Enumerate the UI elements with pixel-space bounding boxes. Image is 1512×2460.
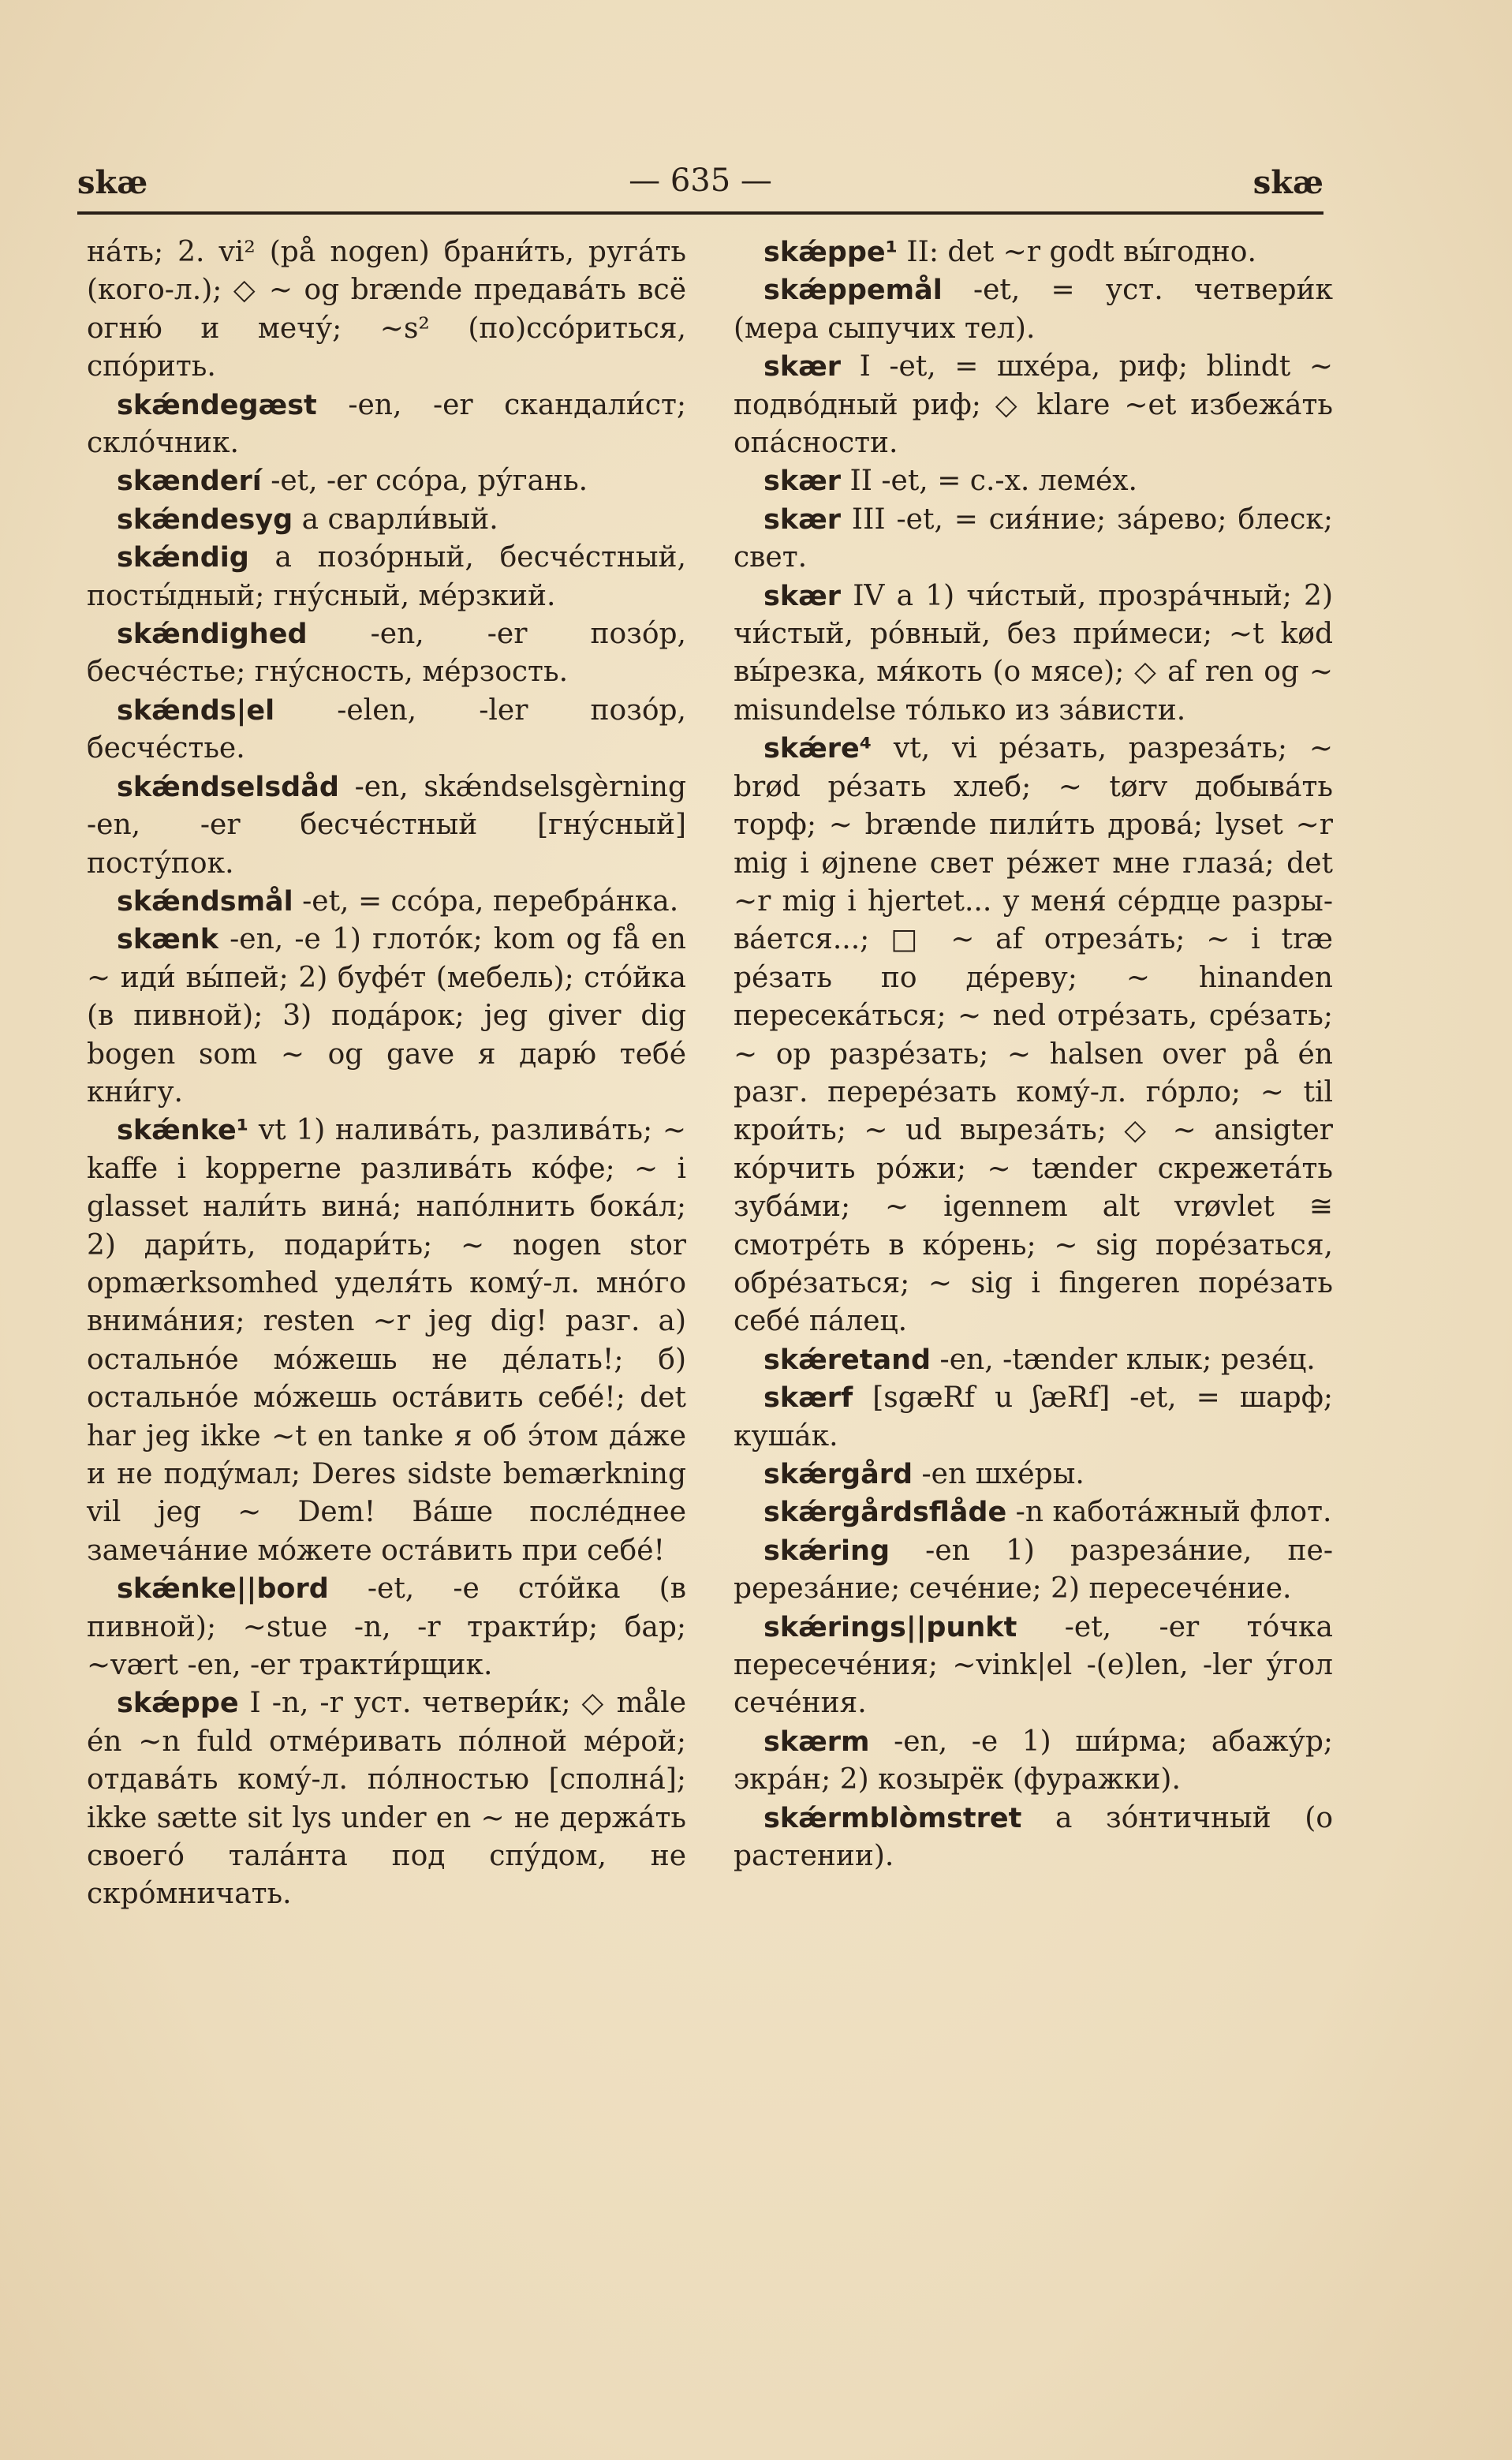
entry-headword: skǽring [763, 1535, 890, 1567]
entry-definition: -en, -tænder клык; резе́ц. [931, 1343, 1316, 1376]
entry-headword: skǽrgårdsflåde [763, 1497, 1007, 1529]
entry-definition: -elen, -ler позо́р, бесче́стье. [87, 694, 686, 765]
entry-definition: vt 1) налива́ть, разлива́ть; ~ kaffe i kopperne разлива́ть ко́фе; ~ i glasset нали́ть вина́; напо́лнить бока́л; 2) дари́ть, подари́ть; ~ nogen stor opmærksomhed уделя́ть кому́-л. мно́го внима́ния; resten ~r jeg dig! разг. а) остально́е мо́жешь не де́лать!; б) остально́е мо́жешь оста́вить себе́!; det har jeg ikke ~t en tanke я об э́том да́же и не поду́мал; Deres sidste bemærkning vil jeg ~ Dem! Ва́ше после́днее замеча́ние мо́жете оста́вить при себе́! [87, 1114, 686, 1567]
dictionary-entry [734, 730, 1333, 1341]
entry-definition: -et, -er то́чка пересече́ния; ~vink|el -(e)len, -ler у́гол сече́ния. [734, 1610, 1333, 1720]
entry-definition: -et, = уст. четвери́к (мера сыпучих тел). [734, 274, 1333, 345]
entry-headword: skær [763, 503, 842, 536]
entry-definition: a зо́нтичный (о растении). [734, 1801, 1333, 1873]
dictionary-entry [734, 1341, 1333, 1379]
entry-definition: IV a 1) чи́стый, прозра́чный; 2) чи́стый, ро́вный, без при́меси; ~t kød вы́резка, мя́коть (о мясе); ◇ af ren og ~ misundelse то́лько из за́висти. [734, 579, 1333, 727]
dictionary-entry [734, 348, 1333, 462]
entry-definition: a сварли́вый. [293, 503, 498, 536]
entry-headword: skǽndsmål [117, 885, 293, 918]
entry-definition: -et, -er ссо́ра, ру́гань. [261, 465, 588, 498]
right-running-headword: skæ [1253, 164, 1323, 201]
entry-definition: -en, -e 1) ши́рма; абажу́р; экра́н; 2) козырёк (фуражки). [734, 1725, 1333, 1796]
entry-definition: II: det ~r godt вы́годно. [897, 236, 1256, 268]
dictionary-entry [734, 1456, 1333, 1494]
dictionary-entry [87, 1570, 686, 1684]
entry-headword: skǽppe¹ [763, 237, 898, 268]
entry-definition: I -n, -r уст. четвери́к; ◇ måle én ~n fuld отме́ривать по́лной ме́рой; отдава́ть кому́-л. по́лностью [сполна́]; ikke sætte sit lys under en ~ не держа́ть своего́ тала́нта под спу́дом, не скро́мничать. [87, 1687, 686, 1911]
entry-headword: skǽndselsdåd [117, 771, 339, 803]
dictionary-entry [734, 501, 1333, 578]
dictionary-entry [87, 387, 686, 463]
dictionary-entry [87, 768, 686, 883]
entry-headword: skǽretand [763, 1344, 931, 1376]
left-column [87, 234, 686, 1914]
entry-headword: skǽppemål [763, 275, 943, 307]
dictionary-entry [734, 1532, 1333, 1609]
entry-headword: skǽnke||bord [117, 1573, 329, 1606]
entry-headword: skær [763, 351, 842, 383]
dictionary-entry [87, 1684, 686, 1913]
page-header [77, 156, 1323, 215]
entry-definition: vt, vi ре́зать, разреза́ть; ~ brød ре́зать хлеб; ~ tørv добыва́ть торф; ~ brænde пили́ть дрова́; lyset ~r mig i øjnene свет ре́жет мне глаза́; det ~r mig i hjertet... у меня́ се́рдце разрыва́ется...; □ ~ af отреза́ть; ~ i træ ре́зать по де́реву; ~ hinanden пересека́ться; ~ ned отре́зать, сре́зать; ~ op разре́зать; ~ halsen over på én разг. перере́зать кому́-л. го́рло; ~ til крои́ть; ~ ud выреза́ть; ◇ ~ ansigter ко́рчить ро́жи; ~ tænder скрежета́ть зуба́ми; ~ igennem alt vrøvlet ≅ смотре́ть в ко́рень; ~ sig поре́заться, обре́заться; ~ sig i fingeren поре́зать себе́ па́лец. [734, 732, 1333, 1338]
dictionary-entry [734, 1800, 1333, 1876]
dictionary-entry [734, 578, 1333, 731]
entry-headword: skǽndesyg [117, 503, 293, 536]
entry-definition: -en, skǽndselsgèrning -en, -er бесче́стный [гну́сный] посту́пок. [87, 770, 686, 880]
dictionary-entry [734, 1379, 1333, 1456]
entry-definition: -en, -er позо́р, бесче́стье; гну́сность, ме́рзость. [87, 618, 686, 689]
dictionary-entry [734, 234, 1333, 271]
dictionary-entry [87, 615, 686, 692]
entry-headword: skænderí [117, 465, 262, 498]
entry-headword: skǽnke¹ [117, 1115, 249, 1147]
entry-definition: -en, -er скандали́ст; скло́чник. [87, 388, 686, 460]
dictionary-entry [87, 501, 686, 539]
entry-headword: skænk [117, 924, 218, 956]
entry-headword: skǽndig [117, 542, 249, 574]
entry-headword: skær [763, 465, 842, 498]
entry-headword: skǽnds|el [117, 694, 275, 727]
entry-definition: a позо́рный, бесче́стный, посты́дный; гну́сный, ме́рзкий. [87, 541, 686, 612]
entry-headword: skǽndegæst [117, 389, 317, 421]
entry-definition: [sgæRf u ʃæRf] -et, = шарф; куша́к. [734, 1381, 1333, 1452]
entry-definition: -en, -e 1) глото́к; kom og få en ~ иди́ вы́пей; 2) буфе́т (мебель); сто́йка (в пивной); 3) пода́рок; jeg giver dig bogen som ~ og gave я дарю́ тебе́ кни́гу. [87, 923, 686, 1108]
entry-definition: I -et, = шхе́ра, риф; blindt ~ подво́дный риф; ◇ klare ~et избежа́ть опа́сности. [734, 350, 1333, 460]
entry-headword: skærf [763, 1382, 853, 1415]
entry-definition: II -et, = с.-х. леме́х. [841, 465, 1137, 498]
dictionary-entry [734, 1609, 1333, 1723]
dictionary-entry [87, 921, 686, 1112]
entry-definition: -n каботáжный флот. [1006, 1496, 1332, 1529]
entry-headword: skær [763, 580, 842, 612]
entry-headword: skǽppe [117, 1688, 239, 1720]
entry-headword: skǽre⁴ [763, 733, 872, 765]
dictionary-entry [87, 883, 686, 921]
entry-headword: skǽndighed [117, 619, 308, 651]
entry-definition: -et, -e сто́йка (в пивной); ~stue -n, -r тракти́р; бар; ~vært -en, -er тракти́рщик. [87, 1572, 686, 1682]
left-running-headword: skæ [77, 164, 148, 201]
entry-definition: III -et, = сия́ние; за́рево; блеск; свет. [734, 503, 1333, 574]
entry-definition: -en шхе́ры. [913, 1458, 1085, 1490]
dictionary-entry [87, 1112, 686, 1570]
entry-definition: -en 1) разреза́ние, перереза́ние; сече́ние; 2) пересече́ние. [734, 1534, 1333, 1606]
entry-headword: skǽrings||punkt [763, 1611, 1017, 1643]
page-number: — 635 — [629, 163, 772, 199]
entry-definition: на́ть; 2. vi² (på nogen) брани́ть, руга́ть (кого-л.); ◇ ~ og brænde предава́ть всё огню́ и мечу́; ~s² (по)ссо́риться, спо́рить. [87, 236, 686, 383]
dictionary-entry [87, 462, 686, 500]
entry-headword: skǽrgård [763, 1459, 913, 1490]
dictionary-entry [734, 1494, 1333, 1531]
dictionary-entry [87, 692, 686, 768]
dictionary-entry [734, 1723, 1333, 1800]
dictionary-entry [734, 271, 1333, 348]
entry-definition: -et, = ссо́ра, перебра́нка. [293, 884, 679, 918]
entry-headword: skǽrmblòmstret [763, 1802, 1022, 1834]
dictionary-entry [734, 462, 1333, 500]
entry-headword: skærm [763, 1725, 870, 1758]
dictionary-entry [87, 234, 686, 387]
right-column [734, 234, 1333, 1875]
dictionary-entry [87, 539, 686, 615]
